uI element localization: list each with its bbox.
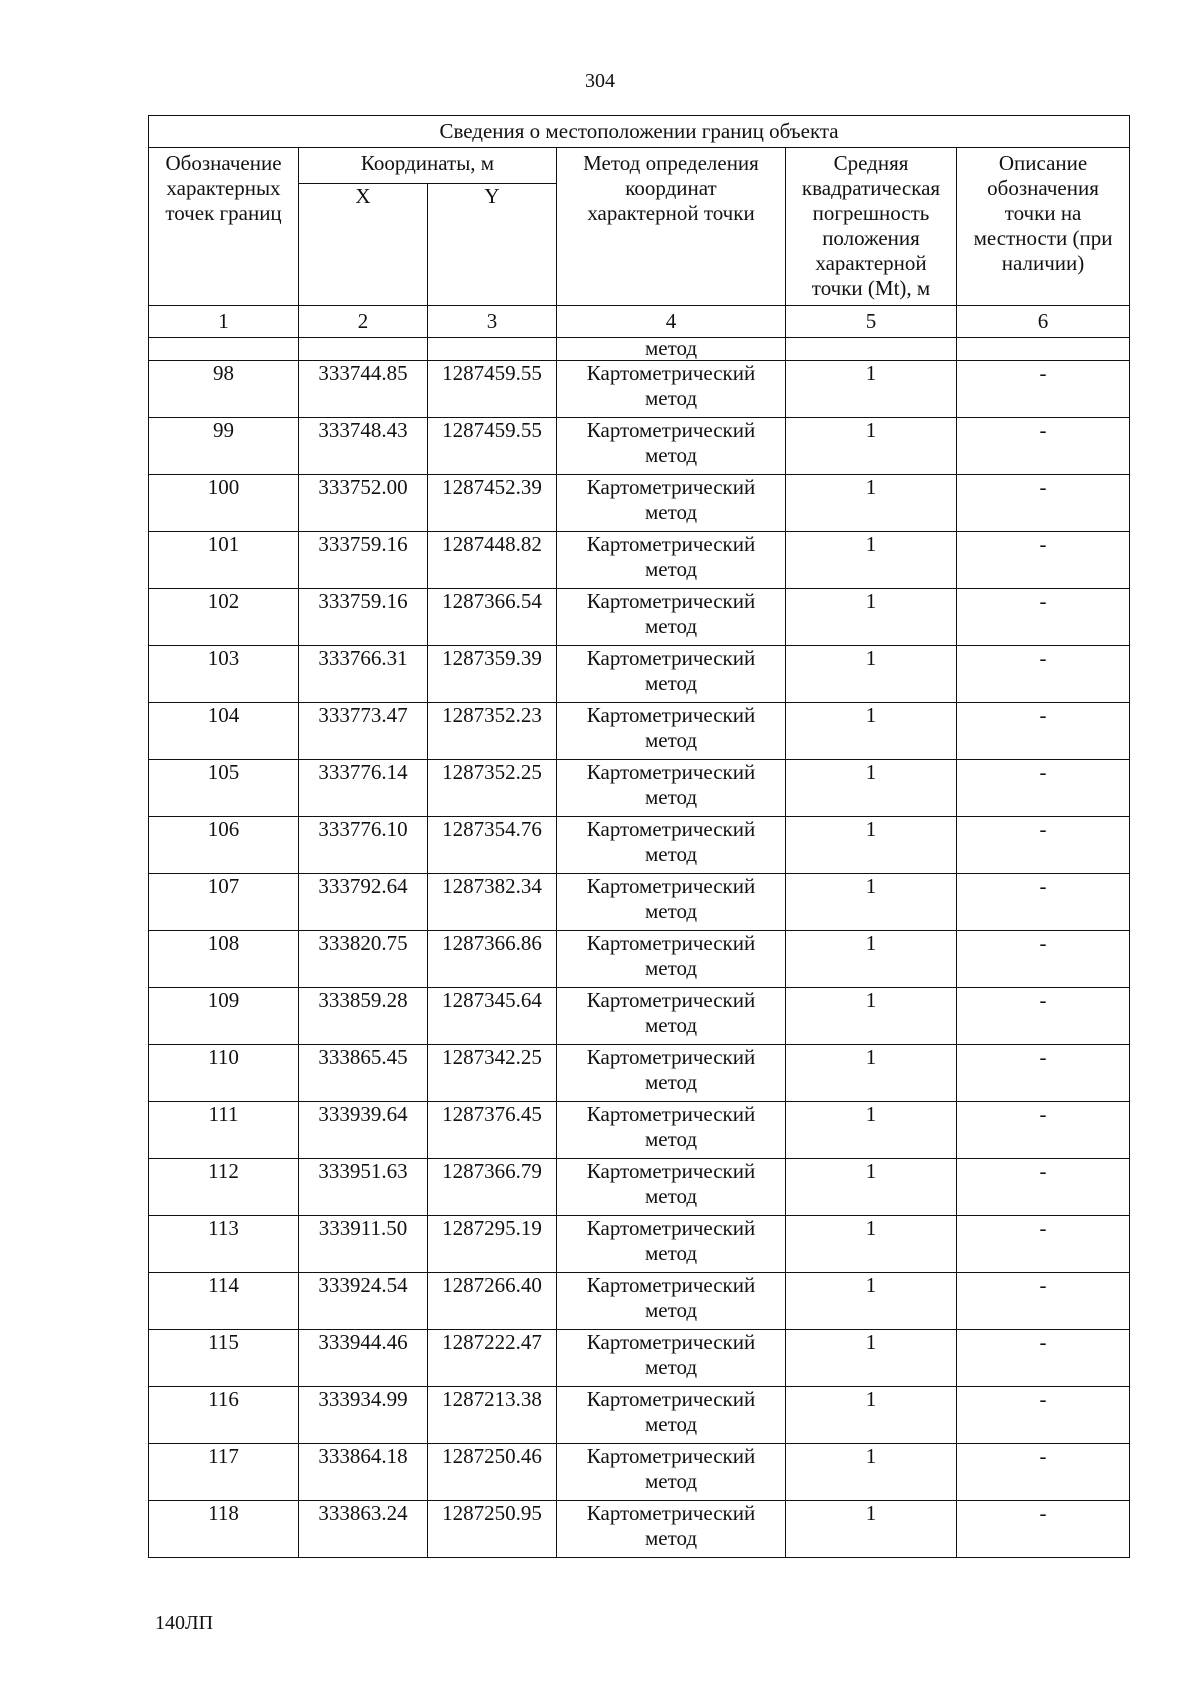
error-cell: 1 bbox=[786, 760, 957, 817]
table-row bbox=[149, 361, 1130, 418]
y-cell: 1287250.95 bbox=[428, 1501, 557, 1558]
empty-cell bbox=[786, 338, 957, 361]
method-text: метод bbox=[644, 1412, 698, 1436]
method-text: Картометрический bbox=[586, 760, 756, 784]
table-row bbox=[149, 1273, 1130, 1330]
method-cell bbox=[557, 817, 786, 874]
empty-cell bbox=[428, 338, 557, 361]
y-cell: 1287342.25 bbox=[428, 1045, 557, 1102]
continuation-row bbox=[149, 338, 1130, 361]
method-text: метод bbox=[644, 443, 698, 467]
error-cell: 1 bbox=[786, 475, 957, 532]
method-text: метод bbox=[644, 671, 698, 695]
error-cell: 1 bbox=[786, 1273, 957, 1330]
description-cell: - bbox=[957, 418, 1130, 475]
x-cell: 333859.28 bbox=[299, 988, 428, 1045]
point-cell: 104 bbox=[149, 703, 299, 760]
header-method-line: Метод определения bbox=[583, 151, 759, 175]
table-row bbox=[149, 1102, 1130, 1159]
error-cell: 1 bbox=[786, 1501, 957, 1558]
method-cell bbox=[557, 931, 786, 988]
y-cell: 1287352.25 bbox=[428, 760, 557, 817]
point-cell: 111 bbox=[149, 1102, 299, 1159]
method-text: Картометрический bbox=[586, 1444, 756, 1468]
method-text: метод bbox=[644, 1127, 698, 1151]
header-description-line: местности (при bbox=[973, 226, 1113, 250]
y-cell: 1287366.79 bbox=[428, 1159, 557, 1216]
method-text: метод bbox=[644, 899, 698, 923]
method-cell bbox=[557, 1159, 786, 1216]
x-cell: 333865.45 bbox=[299, 1045, 428, 1102]
page-number: 304 bbox=[585, 70, 615, 92]
header-description-line: Описание bbox=[998, 151, 1088, 175]
method-text: Картометрический bbox=[586, 361, 756, 385]
method-text: метод bbox=[644, 1241, 698, 1265]
y-cell: 1287354.76 bbox=[428, 817, 557, 874]
error-cell: 1 bbox=[786, 874, 957, 931]
method-cell bbox=[557, 589, 786, 646]
column-number: 2 bbox=[299, 306, 428, 338]
point-cell: 113 bbox=[149, 1216, 299, 1273]
x-cell: 333748.43 bbox=[299, 418, 428, 475]
method-text: метод bbox=[644, 728, 698, 752]
method-text: метод bbox=[644, 557, 698, 581]
method-text: метод bbox=[644, 614, 698, 638]
point-cell: 115 bbox=[149, 1330, 299, 1387]
method-text: метод bbox=[644, 956, 698, 980]
point-cell: 109 bbox=[149, 988, 299, 1045]
method-cell bbox=[557, 988, 786, 1045]
point-cell: 98 bbox=[149, 361, 299, 418]
header-error bbox=[786, 148, 957, 306]
point-cell: 114 bbox=[149, 1273, 299, 1330]
table-row bbox=[149, 475, 1130, 532]
point-cell: 101 bbox=[149, 532, 299, 589]
header-point bbox=[149, 148, 299, 306]
method-text: Картометрический bbox=[586, 1387, 756, 1411]
table-row bbox=[149, 1444, 1130, 1501]
description-cell: - bbox=[957, 1444, 1130, 1501]
point-cell: 118 bbox=[149, 1501, 299, 1558]
x-cell: 333864.18 bbox=[299, 1444, 428, 1501]
method-text: Картометрический bbox=[586, 1501, 756, 1525]
table-row bbox=[149, 874, 1130, 931]
description-cell: - bbox=[957, 1330, 1130, 1387]
table-row bbox=[149, 1159, 1130, 1216]
point-cell: 117 bbox=[149, 1444, 299, 1501]
description-cell: - bbox=[957, 817, 1130, 874]
header-method-line: координат bbox=[625, 176, 717, 200]
table-row bbox=[149, 817, 1130, 874]
x-cell: 333752.00 bbox=[299, 475, 428, 532]
description-cell: - bbox=[957, 532, 1130, 589]
x-cell: 333944.46 bbox=[299, 1330, 428, 1387]
method-text: Картометрический bbox=[586, 703, 756, 727]
column-number: 1 bbox=[149, 306, 299, 338]
header-error-line: точки (Mt), м bbox=[811, 276, 931, 300]
description-cell: - bbox=[957, 1387, 1130, 1444]
table-row bbox=[149, 703, 1130, 760]
method-text: метод bbox=[644, 1184, 698, 1208]
point-cell: 110 bbox=[149, 1045, 299, 1102]
method-text: Картометрический bbox=[586, 532, 756, 556]
y-cell: 1287452.39 bbox=[428, 475, 557, 532]
y-cell: 1287250.46 bbox=[428, 1444, 557, 1501]
error-cell: 1 bbox=[786, 1444, 957, 1501]
method-text: Картометрический bbox=[586, 1045, 756, 1069]
header-method bbox=[557, 148, 786, 306]
method-text: Картометрический bbox=[586, 874, 756, 898]
error-cell: 1 bbox=[786, 361, 957, 418]
error-cell: 1 bbox=[786, 1045, 957, 1102]
x-cell: 333951.63 bbox=[299, 1159, 428, 1216]
table-row bbox=[149, 418, 1130, 475]
y-cell: 1287366.86 bbox=[428, 931, 557, 988]
description-cell: - bbox=[957, 874, 1130, 931]
method-text: Картометрический bbox=[586, 1159, 756, 1183]
x-cell: 333744.85 bbox=[299, 361, 428, 418]
method-text: Картометрический bbox=[586, 931, 756, 955]
error-cell: 1 bbox=[786, 931, 957, 988]
empty-cell bbox=[957, 338, 1130, 361]
description-cell: - bbox=[957, 646, 1130, 703]
method-cell bbox=[557, 760, 786, 817]
header-description-line: точки на bbox=[1004, 201, 1082, 225]
boundary-table bbox=[148, 115, 1130, 1558]
point-cell: 106 bbox=[149, 817, 299, 874]
method-cell bbox=[557, 646, 786, 703]
table-row bbox=[149, 532, 1130, 589]
point-cell: 102 bbox=[149, 589, 299, 646]
empty-cell bbox=[149, 338, 299, 361]
table-row bbox=[149, 646, 1130, 703]
header-coordinates: Координаты, м bbox=[299, 148, 557, 184]
header-y: Y bbox=[428, 184, 557, 306]
column-number: 5 bbox=[786, 306, 957, 338]
x-cell: 333776.10 bbox=[299, 817, 428, 874]
header-description-line: наличии) bbox=[1001, 251, 1085, 275]
error-cell: 1 bbox=[786, 1216, 957, 1273]
y-cell: 1287459.55 bbox=[428, 418, 557, 475]
table-row bbox=[149, 1330, 1130, 1387]
method-text: метод bbox=[644, 785, 698, 809]
x-cell: 333776.14 bbox=[299, 760, 428, 817]
header-error-line: Средняя bbox=[833, 151, 909, 175]
method-text: Картометрический bbox=[586, 475, 756, 499]
header-x: X bbox=[299, 184, 428, 306]
method-cell bbox=[557, 1216, 786, 1273]
error-cell: 1 bbox=[786, 1102, 957, 1159]
method-text: Картометрический bbox=[586, 646, 756, 670]
method-text: Картометрический bbox=[586, 1102, 756, 1126]
x-cell: 333939.64 bbox=[299, 1102, 428, 1159]
method-text: Картометрический bbox=[586, 817, 756, 841]
method-cell bbox=[557, 1444, 786, 1501]
description-cell: - bbox=[957, 475, 1130, 532]
method-text: метод bbox=[644, 1070, 698, 1094]
description-cell: - bbox=[957, 988, 1130, 1045]
header-error-line: положения bbox=[822, 226, 920, 250]
y-cell: 1287359.39 bbox=[428, 646, 557, 703]
error-cell: 1 bbox=[786, 1330, 957, 1387]
y-cell: 1287448.82 bbox=[428, 532, 557, 589]
method-text: Картометрический bbox=[586, 988, 756, 1012]
footer-code: 140ЛП bbox=[155, 1612, 214, 1634]
method-text: метод bbox=[644, 386, 698, 410]
x-cell: 333759.16 bbox=[299, 532, 428, 589]
method-cell bbox=[557, 1045, 786, 1102]
point-cell: 103 bbox=[149, 646, 299, 703]
table-row bbox=[149, 988, 1130, 1045]
description-cell: - bbox=[957, 1159, 1130, 1216]
method-cell bbox=[557, 1387, 786, 1444]
method-text: метод bbox=[644, 1526, 698, 1550]
description-cell: - bbox=[957, 760, 1130, 817]
header-point-line: характерных bbox=[166, 176, 281, 200]
point-cell: 108 bbox=[149, 931, 299, 988]
error-cell: 1 bbox=[786, 1387, 957, 1444]
continuation-method: метод bbox=[557, 338, 786, 361]
table-row bbox=[149, 1216, 1130, 1273]
header-point-line: точек границ bbox=[165, 201, 282, 225]
column-number: 6 bbox=[957, 306, 1130, 338]
method-text: метод bbox=[644, 1355, 698, 1379]
table-row bbox=[149, 1045, 1130, 1102]
description-cell: - bbox=[957, 1501, 1130, 1558]
description-cell: - bbox=[957, 589, 1130, 646]
method-cell bbox=[557, 703, 786, 760]
header-point-line: Обозначение bbox=[165, 151, 282, 175]
x-cell: 333759.16 bbox=[299, 589, 428, 646]
error-cell: 1 bbox=[786, 703, 957, 760]
x-cell: 333766.31 bbox=[299, 646, 428, 703]
method-text: метод bbox=[644, 1013, 698, 1037]
y-cell: 1287222.47 bbox=[428, 1330, 557, 1387]
y-cell: 1287459.55 bbox=[428, 361, 557, 418]
error-cell: 1 bbox=[786, 589, 957, 646]
table-row bbox=[149, 1501, 1130, 1558]
header-error-line: погрешность bbox=[812, 201, 930, 225]
method-cell bbox=[557, 418, 786, 475]
point-cell: 100 bbox=[149, 475, 299, 532]
table-row bbox=[149, 589, 1130, 646]
method-text: метод bbox=[644, 842, 698, 866]
x-cell: 333911.50 bbox=[299, 1216, 428, 1273]
y-cell: 1287213.38 bbox=[428, 1387, 557, 1444]
method-cell bbox=[557, 475, 786, 532]
error-cell: 1 bbox=[786, 988, 957, 1045]
description-cell: - bbox=[957, 1273, 1130, 1330]
error-cell: 1 bbox=[786, 646, 957, 703]
column-number: 3 bbox=[428, 306, 557, 338]
description-cell: - bbox=[957, 703, 1130, 760]
method-text: Картометрический bbox=[586, 1216, 756, 1240]
method-text: Картометрический bbox=[586, 1273, 756, 1297]
point-cell: 116 bbox=[149, 1387, 299, 1444]
x-cell: 333934.99 bbox=[299, 1387, 428, 1444]
error-cell: 1 bbox=[786, 817, 957, 874]
point-cell: 107 bbox=[149, 874, 299, 931]
x-cell: 333863.24 bbox=[299, 1501, 428, 1558]
table-title: Сведения о местоположении границ объекта bbox=[149, 116, 1130, 148]
method-cell bbox=[557, 1273, 786, 1330]
error-cell: 1 bbox=[786, 418, 957, 475]
header-error-line: квадратическая bbox=[801, 176, 941, 200]
method-text: метод bbox=[644, 500, 698, 524]
method-cell bbox=[557, 1102, 786, 1159]
method-cell bbox=[557, 874, 786, 931]
y-cell: 1287266.40 bbox=[428, 1273, 557, 1330]
column-number: 4 bbox=[557, 306, 786, 338]
method-cell bbox=[557, 532, 786, 589]
method-text: Картометрический bbox=[586, 418, 756, 442]
table-row bbox=[149, 931, 1130, 988]
table-row bbox=[149, 760, 1130, 817]
x-cell: 333924.54 bbox=[299, 1273, 428, 1330]
description-cell: - bbox=[957, 1216, 1130, 1273]
point-cell: 112 bbox=[149, 1159, 299, 1216]
y-cell: 1287295.19 bbox=[428, 1216, 557, 1273]
error-cell: 1 bbox=[786, 1159, 957, 1216]
method-cell bbox=[557, 1330, 786, 1387]
y-cell: 1287345.64 bbox=[428, 988, 557, 1045]
header-error-line: характерной bbox=[815, 251, 927, 275]
method-text: Картометрический bbox=[586, 589, 756, 613]
point-cell: 105 bbox=[149, 760, 299, 817]
description-cell: - bbox=[957, 931, 1130, 988]
method-cell bbox=[557, 1501, 786, 1558]
header-method-line: характерной точки bbox=[587, 201, 755, 225]
empty-cell bbox=[299, 338, 428, 361]
header-description-line: обозначения bbox=[987, 176, 1099, 200]
description-cell: - bbox=[957, 361, 1130, 418]
y-cell: 1287352.23 bbox=[428, 703, 557, 760]
error-cell: 1 bbox=[786, 532, 957, 589]
y-cell: 1287366.54 bbox=[428, 589, 557, 646]
x-cell: 333792.64 bbox=[299, 874, 428, 931]
table-body bbox=[149, 338, 1130, 1558]
description-cell: - bbox=[957, 1045, 1130, 1102]
x-cell: 333773.47 bbox=[299, 703, 428, 760]
method-text: метод bbox=[644, 1298, 698, 1322]
description-cell: - bbox=[957, 1102, 1130, 1159]
header-description bbox=[957, 148, 1130, 306]
x-cell: 333820.75 bbox=[299, 931, 428, 988]
method-cell bbox=[557, 361, 786, 418]
y-cell: 1287376.45 bbox=[428, 1102, 557, 1159]
table-row bbox=[149, 1387, 1130, 1444]
point-cell: 99 bbox=[149, 418, 299, 475]
method-text: метод bbox=[644, 1469, 698, 1493]
method-text: Картометрический bbox=[586, 1330, 756, 1354]
y-cell: 1287382.34 bbox=[428, 874, 557, 931]
